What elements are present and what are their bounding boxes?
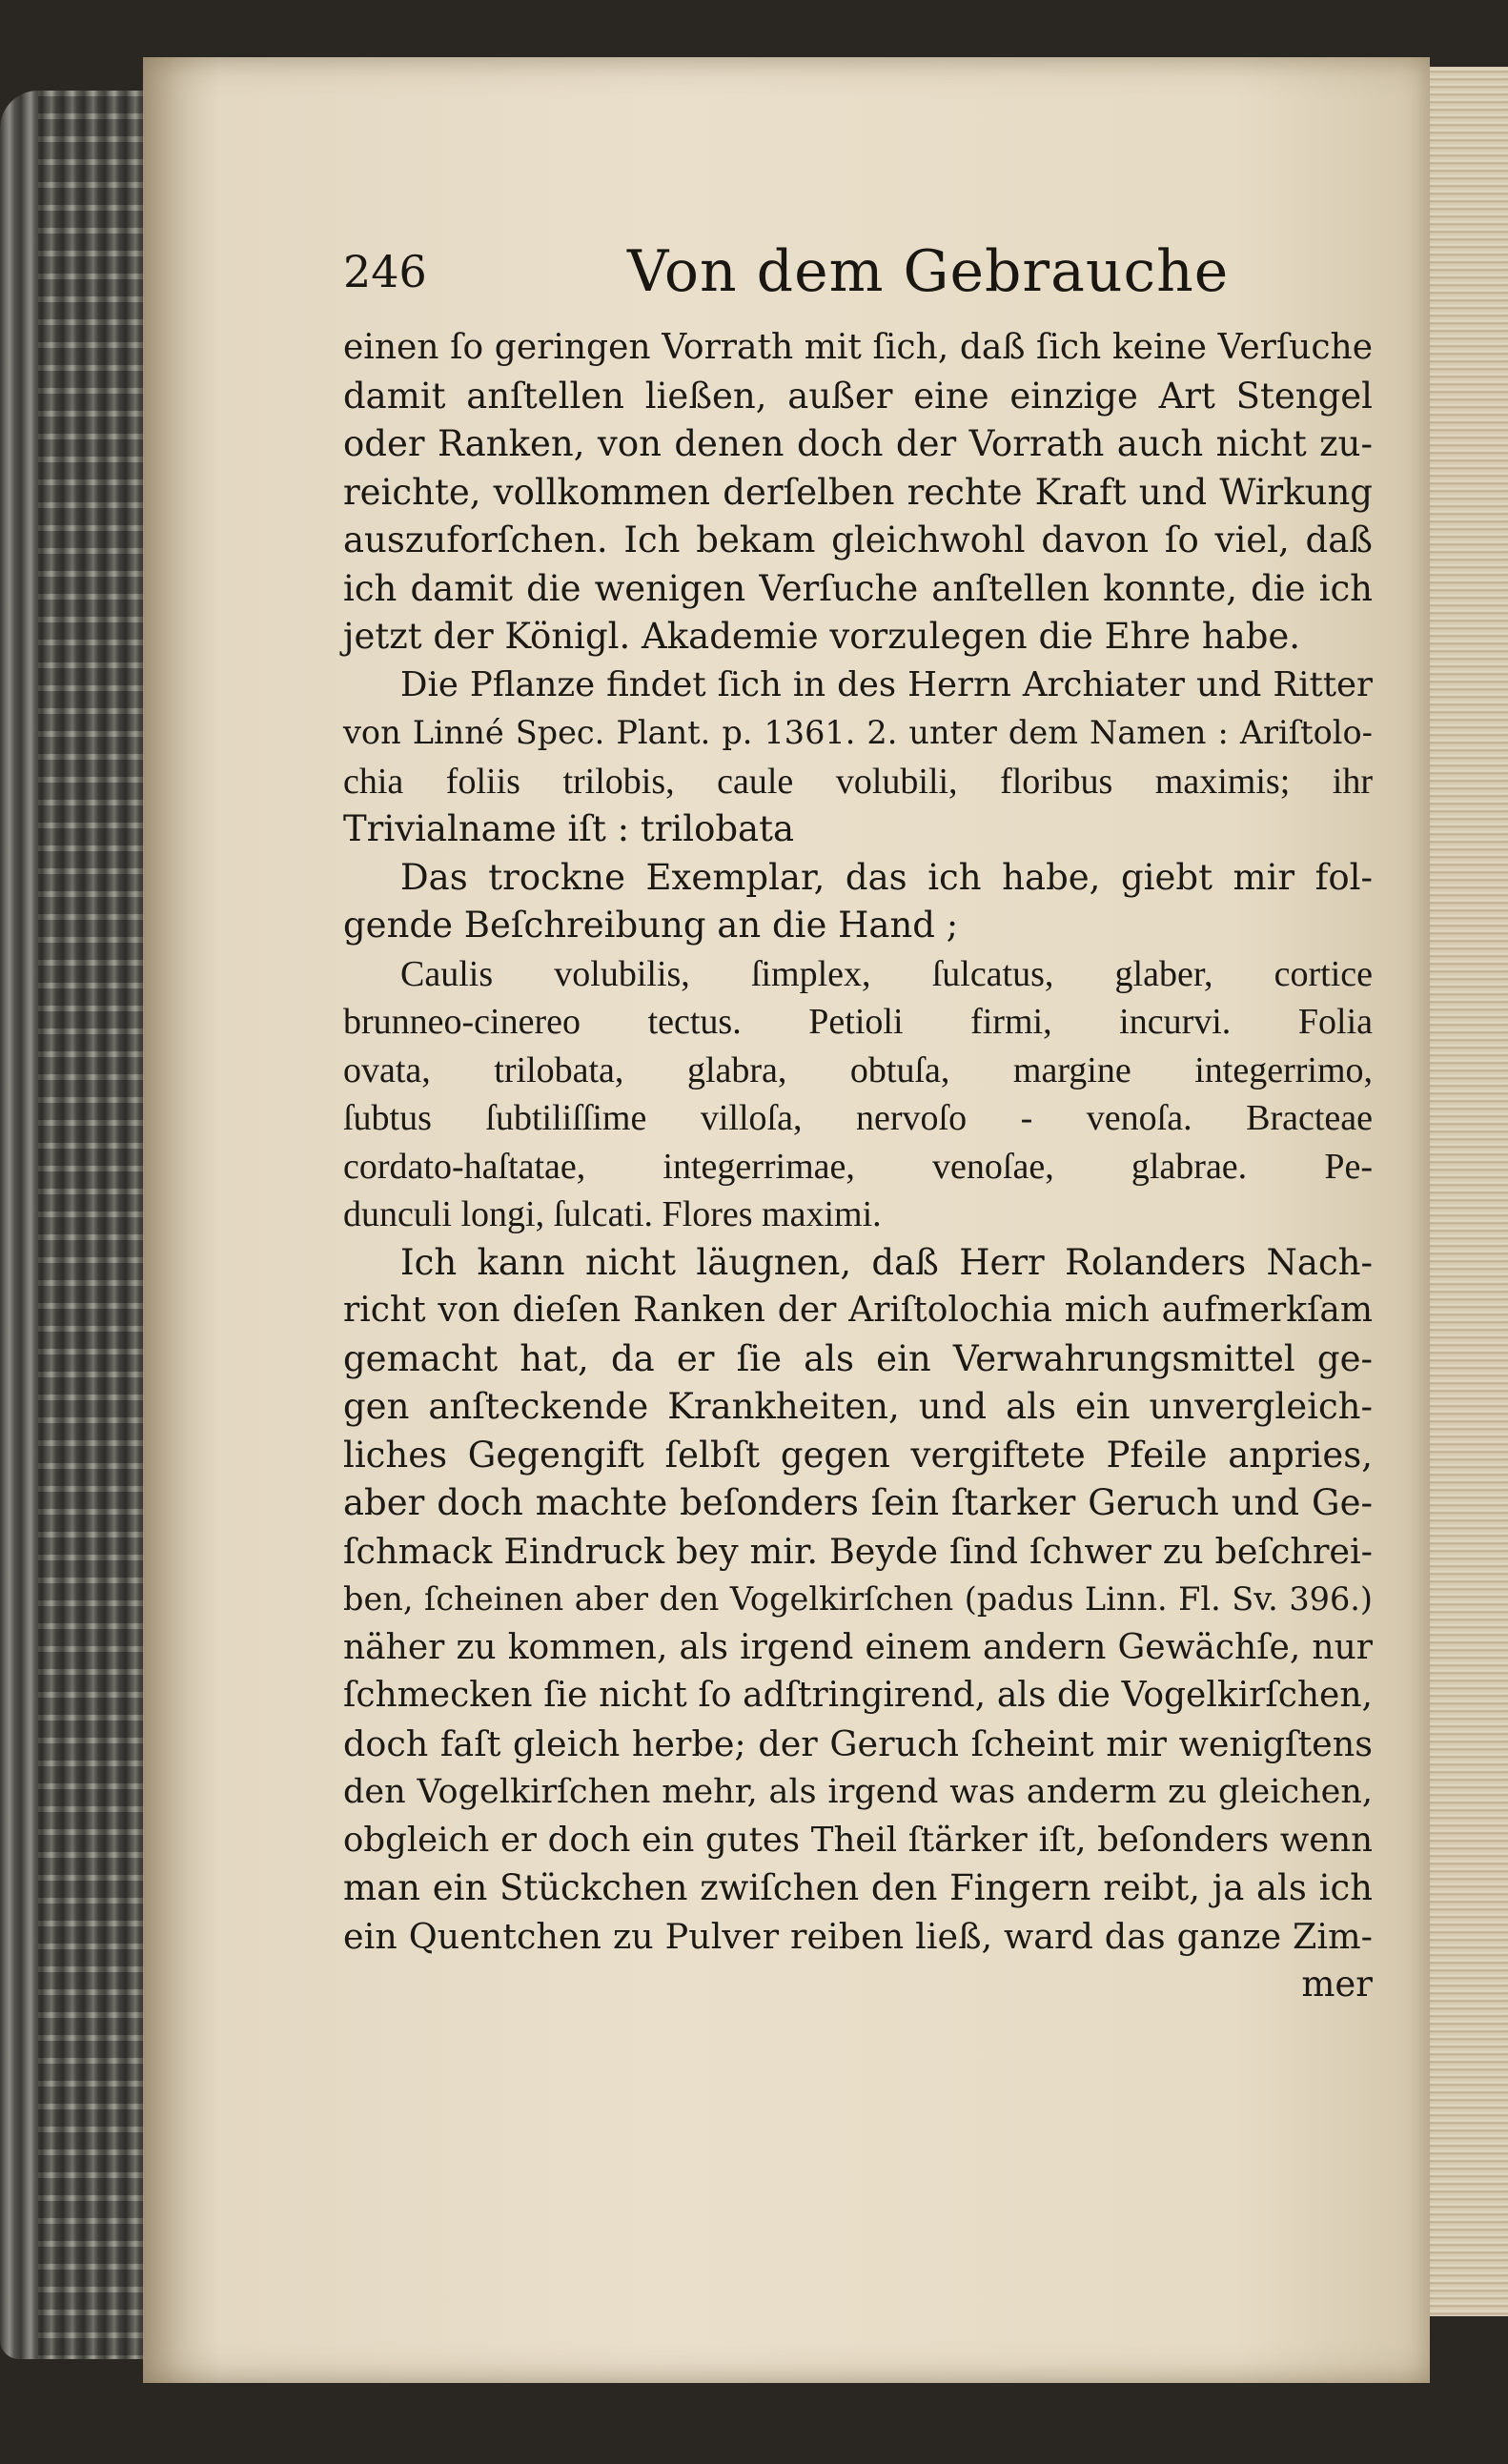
paragraph-2 — [343, 662, 1373, 854]
text-line: man ein Stückchen zwiſchen den Fingern reibt, ja als ich — [343, 1867, 1373, 1908]
text-line: ſubtus ſubtiliſſime villoſa, nervoſo - venoſa. Bracteae — [343, 1098, 1373, 1138]
running-title: Von dem Gebrauche — [627, 238, 1230, 305]
text-line: Die Pflanze findet ſich in des Herrn Archiater und Ritter — [400, 664, 1373, 704]
text-line: ich damit die wenigen Verſuche anſtellen konnte, die ich — [343, 567, 1373, 609]
text-line: jetzt der Königl. Akademie vorzulegen die Ehre habe. — [343, 616, 1301, 657]
text-line: reichte, vollkommen derſelben rechte Kraft und Wirkung — [343, 471, 1373, 513]
text-line: Trivialname iſt : trilobata — [343, 808, 795, 849]
text-line: näher zu kommen, als irgend einem andern Gewächſe, nur — [343, 1627, 1373, 1667]
text-line: ein Quentchen zu Pulver reiben ließ, ward das ganze Zim- — [343, 1915, 1373, 1957]
page-number: 246 — [343, 246, 427, 297]
paragraph-4-description — [343, 950, 1373, 1239]
text-line: ovata, trilobata, glabra, obtuſa, margine integerrimo, — [343, 1049, 1373, 1090]
text-line: ben, ſcheinen aber den Vogelkirſchen (padus Linn. Fl. Sv. 396.) — [343, 1580, 1373, 1618]
text-line: brunneo-cinereo tectus. Petioli firmi, incurvi. Folia — [343, 1002, 1373, 1042]
text-line: einen ſo geringen Vorrath mit ſich, daß ſich keine Verſuche — [343, 328, 1373, 367]
page-edge-stack — [1430, 67, 1508, 2316]
text-line: von Linné Spec. Plant. p. 1361. 2. unter dem Namen : Ariſtolo- — [343, 714, 1373, 751]
text-line: den Vogelkirſchen mehr, als irgend was anderm zu gleichen, — [343, 1773, 1373, 1811]
page-body — [343, 324, 1373, 2009]
text-line: liches Gegengift ſelbſt gegen vergiftete Pfeile anpries, — [343, 1434, 1373, 1476]
text-line: auszuforſchen. Ich bekam gleichwohl davon ſo viel, daß — [343, 519, 1373, 560]
text-line: doch faſt gleich herbe; der Geruch ſcheint mir wenigſtens — [343, 1722, 1373, 1764]
text-line: Ich kann nicht läugnen, daß Herr Rolanders Nach- — [400, 1241, 1373, 1283]
text-line: oder Ranken, von denen doch der Vorrath auch nicht zu- — [343, 423, 1373, 464]
text-line: Das trockne Exemplar, das ich habe, giebt mir fol- — [400, 856, 1373, 898]
text-line: gende Beſchreibung an die Hand ; — [343, 905, 959, 946]
text-line: aber doch machte beſonders ſein ſtarker Geruch und Ge- — [343, 1482, 1373, 1523]
text-line: richt von dieſen Ranken der Ariſtolochia mich aufmerkſam — [343, 1291, 1373, 1330]
page-header — [343, 238, 1373, 305]
book-spine — [0, 91, 143, 2359]
text-line: Caulis volubilis, ſimplex, ſulcatus, glaber, cortice — [400, 953, 1373, 994]
text-line: cordato-haſtatae, integerrimae, venoſae, glabrae. Pe- — [343, 1146, 1373, 1187]
catchword: mer — [1301, 1964, 1373, 2005]
spine-texture — [38, 91, 143, 2359]
text-line: obgleich er doch ein gutes Theil ſtärker iſt, beſonders wenn — [343, 1820, 1373, 1860]
paragraph-3 — [343, 854, 1373, 950]
paragraph-5 — [343, 1239, 1373, 1962]
text-line: gen anſteckende Krankheiten, und als ein unvergleich- — [343, 1386, 1373, 1427]
text-line: gemacht hat, da er ſie als ein Verwahrungsmittel ge- — [343, 1337, 1373, 1379]
text-line: ſchmecken ſie nicht ſo adſtringirend, als die Vogelkirſchen, — [343, 1676, 1373, 1715]
text-line: chia foliis trilobis, caule volubili, floribus maximis; ihr — [343, 761, 1373, 802]
paragraph-1 — [343, 324, 1373, 662]
text-line: dunculi longi, ſulcati. Flores maximi. — [343, 1194, 882, 1234]
text-line: damit anſtellen ließen, außer eine einzige Art Stengel — [343, 375, 1373, 417]
text-line: ſchmack Eindruck bey mir. Beyde ſind ſchwer zu beſchrei- — [343, 1530, 1373, 1572]
